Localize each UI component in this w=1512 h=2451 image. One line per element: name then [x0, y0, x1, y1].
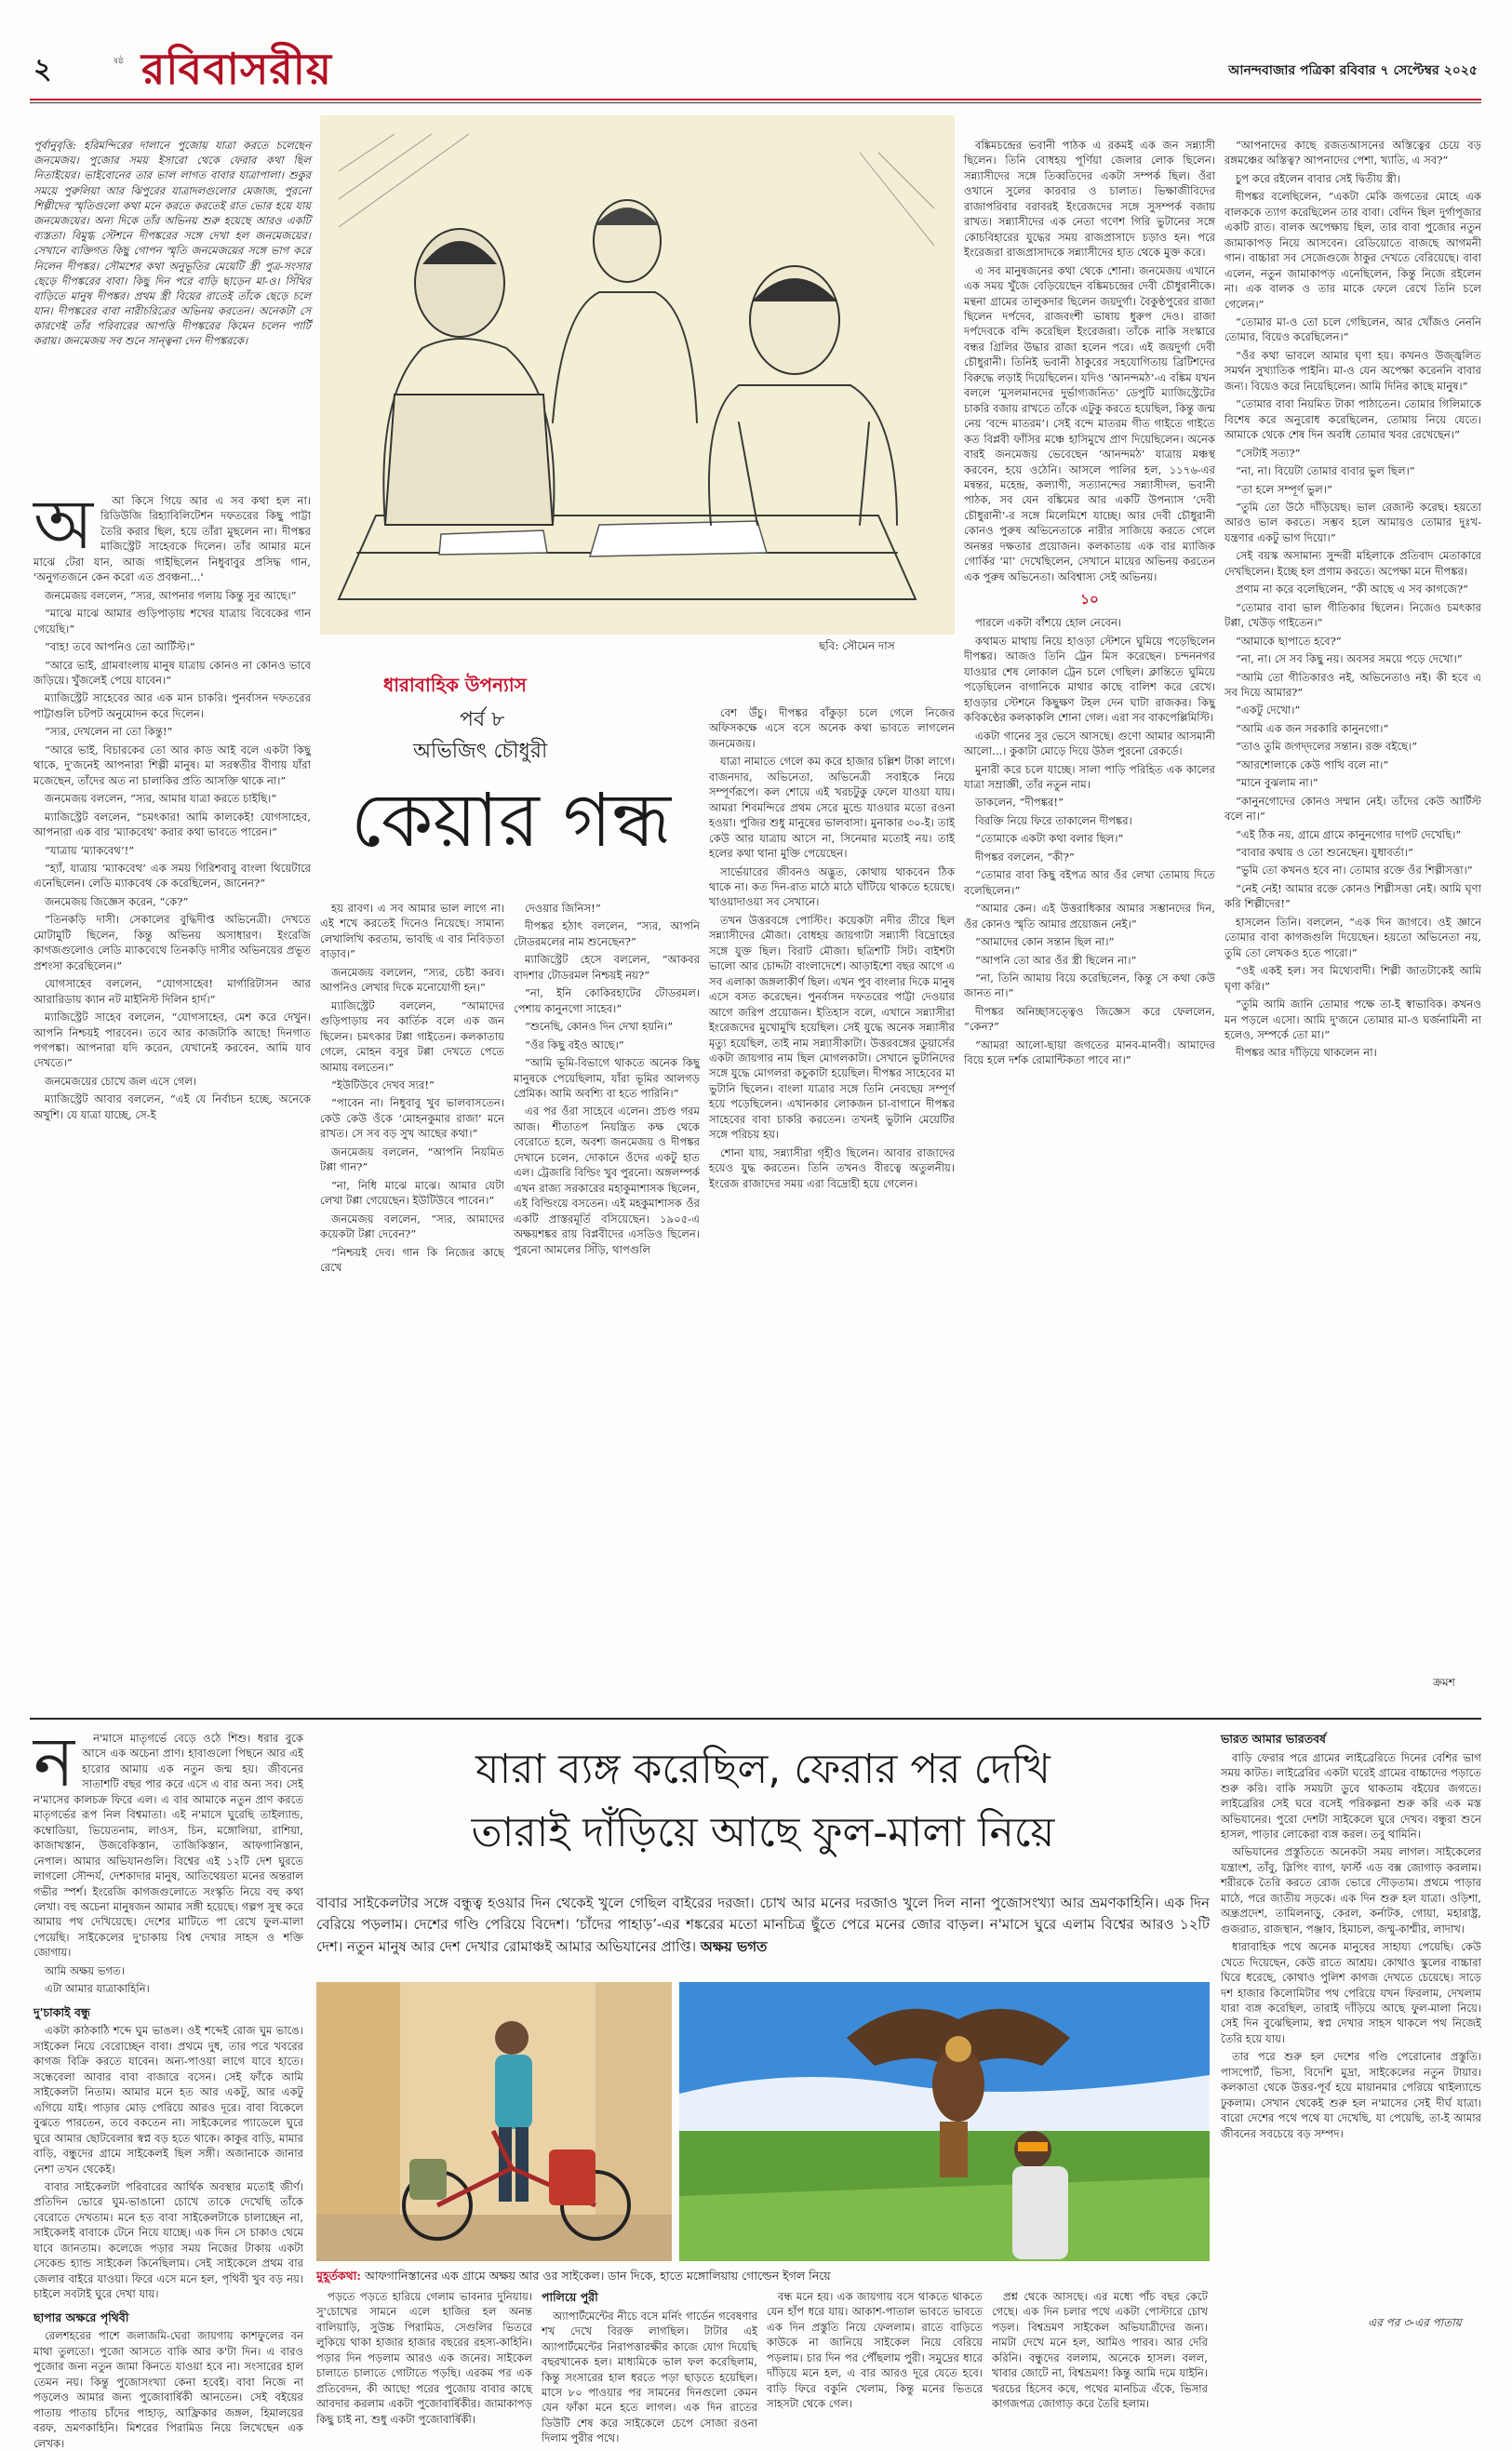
serial-column-1 [33, 485, 311, 1708]
feature-bottom-column-3 [767, 2289, 983, 2411]
paragraph: এর পর ওঁরা সাহেবে এলেন। প্রচণ্ড গরম আজ। শীতাতপ নিয়ন্ত্রিত কক্ষ থেকে বেরোতে হলে, অবশ্য জনমেজয় ও দীপঙ্কর দেখানে চলেন, দোকানে ওঁদের একটু হাত এল। ট্রেজারি বিল্ডিং খুব পুরনো। অঙ্গলম্পর্ক এখন রাজ্য সরকারের মহাকুমাশাসক ছিলেন, এই বিল্ডিংয়ে বসতেন। এই মহকুমাশাসক ওঁর একটি প্রাস্তরমূর্তি বসিয়েছেন। ১৯০৫-এ অক্ষয়শঙ্কর রায় বিপ্লবীদের এসডিও ছিলেন। পুরনো আমলের সিঁড়ি, থাপগুলি [514, 1105, 700, 1256]
paragraph: যাত্রা নামাতে গেলে কম করে হাজার চল্লিশ টাকা লাগে। বাজনদার, অভিনেতা, অভিনেত্রী সবাইকে নিয়ে সম্পূর্ণরূপে। কল শোয়ে এই খরচটুকু ফেলে যাওয়া যায়। আমরা শিবমন্দিরে প্রথম সেরে মুন্ডে যাওয়ার মতো রওনা হওয়া। পুজির শুধু মানুষের ভালবাসা। মুনাকার ৩০-ই। তাই কেউ আর যাত্রায় আসে না, সিনেমার মতোই নয়। তাই হলের কথা থানা মুক্তি পেয়েছেন। [709, 755, 955, 861]
paragraph: ন'মাসে মাতৃগর্ভে বেড়ে ওঠে শিশু। ধরার বুকে আসে এক অচেনা প্রাণ। হাবাগুলো পিছনে আর এই হারোর আমায় এক নতুন জন্ম হয়। জীবনের সাতাশটি বছর পার করে এসে এ বার অন্য সব। সেই ন'মাসের কালচক্র ফিরে এল। এ বার আমাকে নতুন প্রাণ করতে মাতৃগর্ভের রূপ নিল বিশ্বমাতা। এই ন'মাসে ঘুরেছি তাইল্যান্ড, কম্বোডিয়া, ভিয়েতনাম, লাওস, চিন, মঙ্গোলিয়া, রাশিয়া, কাজাখস্তান, উজবেকিস্তান, তাজিকিস্তান, আফগানিস্তান, নেপাল। আমার অভিযানগুলি। বিশ্বের এই ১২টি দেশ ঘুরতে লাগলো সৌন্দর্য, দেশকাদার মানুষ, আতিথেয়তা মনের অন্তরাল গভীর স্পর্শ। ইংরেজি কাগজগুলোতে সংস্কৃতি নিয়ে বহু কথা লেখা। বহু অচেনা মানুষজন আমার সঙ্গী হয়েছে। গল্পপ সুস্থ করে আমায় পথ দেখিয়েছে। দেশের মাটিতে পা রেখে ফুল-মালা পেয়েছি। সাইকেলের দু'চাকায় বিশ্ব দেখার সাহস ও শক্তি জোগায়। [33, 1732, 303, 1960]
paragraph: বিরক্তি নিয়ে ফিরে তাকালেন দীপঙ্কর। [975, 813, 1132, 827]
paragraph: “একটু দেখো।” [1236, 703, 1301, 717]
paragraph: একটা গানের সুর ভেসে আসছে। গুণো আমার আসমানী আলো...। কুকাটা মোড়ে দিয়ে উঠল পুরনো রেকর্ডে। [964, 729, 1215, 758]
serial-column-2 [320, 901, 504, 1708]
paragraph: ধারাবাহিক পথে অনেক মানুষের সাহায্য পেয়েছি। কেউ খেতে দিয়েছেন, কেউ রাতে আশ্রয়। কোথাও স্কুলের বাচ্চারা ঘিরে ধরেছে, কোথাও পুলিশ কাগজ দেখতে চেয়েছে। সাড়ে দশ হাজার কিলোমিটার পথ পেরিয়ে যখন ফিরলাম, দেখলাম যারা ব্যঙ্গ করেছিল, তারাই দাঁড়িয়ে আছে ফুল-মালা নিয়ে। সেই দিন বুঝেছিলাম, স্বপ্ন দেখার সাহস থাকলে পথ নিজেই তৈরি হয়ে যায়। [1221, 1940, 1481, 2045]
paragraph: মুনারী করে চলে যাচ্ছে। সালা পাড়ি পরিহিত এক কালের যাত্রা সম্রাজ্ঞী, তাঁর নতুন নাম। [964, 762, 1215, 791]
serial-title: কেয়ার গন্ধ [351, 777, 671, 864]
paragraph: দীপঙ্কর বললেন, “কী?” [975, 850, 1075, 864]
paragraph: “আমাকে ছাপাতে হবে?” [1236, 634, 1342, 648]
paragraph: পড়তে পড়তে হারিয়ে গেলাম ভাবনার দুনিয়ায়। সু'চোখের সামনে এলে হাজির হল অনন্ত বালিয়াড়ি, সুউচ্চ পিরামিড, সেগুলির ভিতরে লুকিয়ে থাকা হাজার হাজার বছরের রহস্য-কাহিনি। পড়ার দিন পড়লাম আরও এক জনের। সাইকেল চালাতে চালাতে গোটাতে পড়ছি। এরকম পর এক প্রতিবেদন, কী আছে! পরের পুজোয় বাবার কাছে আবদার করলাম একটা পুজোবার্ষিকীর। জামাকাপড় কিছু চাই না, শুধু একটা পুজোবার্ষিকী। [316, 2290, 532, 2426]
illustration-credit: ছবি: সৌমেন দাস [819, 639, 895, 652]
paragraph: ম্যাজিস্ট্রেট বললেন, “চমৎকার! আমি কালকেই! যোগসাহেব, আপনারা এক বার ‘ম্যাকবেথ’ করার কথা ভাবতে পারেন।” [33, 810, 311, 839]
paragraph: “স্যর, দেখলেন না তো কিন্তু!” [45, 725, 173, 739]
paragraph: “মাঝে মাঝে আমার গুড়িপাড়ায় শখের যাত্রায় বিবেকের গান গেয়েছি।” [33, 607, 311, 636]
paragraph: “বাহ! তবে আপনিও তো আর্টিস্ট।” [45, 640, 195, 654]
paragraph: জনমেজয় বললেন, “আপনি নিয়মিত টপ্পা গান?” [320, 1145, 504, 1174]
feature-bottom-column-4 [992, 2289, 1208, 2411]
paragraph: হয় রাবণ। এ সব আমার ভাল লাগে না। এই শখে করতেই দিনেও নিয়েছে। সামান্য লেখালিখি করতাম, ভাবছি এ বার নিবিড়তা বাড়াব।” [320, 902, 504, 961]
paragraph: “আমাদের কোন সন্তান ছিল না।” [975, 935, 1115, 949]
paragraph: “তোমার বাবা নিয়মিত টাকা পাঠাতেন। তোমার গিলিমাকে বিশেষ করে অনুরোধ করেছিলেন, তোমায় নিয়ে যেতে। আমাকে থেকে শেষ দিন অবধি তোমার খবর রেখেছেন।” [1224, 397, 1481, 442]
header-rule-dark [30, 102, 1481, 103]
paragraph: জনমেজয়ের চোখে জল এসে গেল। [45, 1074, 197, 1088]
paragraph: “হ্যাঁ, যাত্রায় ‘ম্যাকবেথ’ এক সময় গিরিশবাবু বাংলা থিয়েটারে এনেছিলেন। লেডি ম্যাকবেথ কে করেছিলেন, জানেন?” [33, 861, 311, 891]
serial-recap: পূর্বানুবৃত্তি: হরিমন্দিরের দালানে পুজোয় যাত্রা করতে চলেছেন জনমেজয়। পুজোর সময় ইসারো থেকে ফেরার কথা ছিল নিতাইয়ের। ভাইবোনের তার ভাল লাগত বাবার যাত্রাপালা। শুকুর সময়ে পুরুলিয়া আর ঝিপুরের যাত্রাদলগুলোর মেজাজ, পুরনো শিল্পীদের স্মৃতিগুলো কথা মনে করতে করতেই রাত ভোর হয়ে যায় জনমেজয়ের। অন্য দিকে তাঁর অভিনয় শুরু হয়েছে আরও একটি ব্যস্ততা। বিমুগ্ধ স্টেশনে দীপঙ্করের সঙ্গে দেখা হল জনমেজয়ের। সেখানে ব্যক্তিগত কিছু গোপন স্মৃতি জনমেজয়ের সঙ্গে ভাগ করে নিলেন দীপঙ্কর। সৌমশের কথা অনুভূতির মেয়েটি স্ত্রী পুত্র-সংসার ছেড়ে দীপঙ্করের বাবা। কিছু দিন পরে বাড়ি ছাড়েন মা-ও। সিঁথির বাড়িতে মানুষ দীপঙ্কর। প্রথম স্ত্রী বিয়ের রাতেই তাঁকে ছেড়ে চলে যান। দীপঙ্করের বাবা নারীচরিত্রের অভিনয় করতেন। অনেকটা সে কারণেই তাঁর পরিবারের আপত্তি দীপঙ্করের কিমেন চলেন পার্টি করায়। জনমেজয় সব শুনে সান্ত্বনা দেন দীপঙ্করকে। [33, 139, 311, 348]
paragraph: “তা হলে সম্পূর্ণ ভুল।” [1236, 482, 1332, 496]
paragraph: “তোমার বাবা কিছু বইপত্র আর ওঁর লেখা তোমায় দিতে বলেছিলেন।” [964, 868, 1215, 897]
paragraph: “না, নিধি মাঝে মাঝে। আমার যেটা লেখা টপ্পা গেয়েছেন। ইউটিউবে পাবেন।” [320, 1178, 504, 1208]
subheading: দু'চাকাই বন্ধু [33, 2004, 90, 2019]
paragraph: “আপনাদের কাছে রজতআসনের অস্তিত্বের চেয়ে বড় রঙ্গমঞ্চের অস্তিত্ব? আপনাদের পেশা, খ্যাতি, এ সব?” [1224, 139, 1481, 167]
paragraph: দীপঙ্কর বলেছিলেন, “একটা মেকি জগতের মোহে এক বালককে ত্যাগ করেছিলেন তার বাবা। বেদিন ছিল দুর্গাপূজার একটি রাত। বালক অপেক্ষায় ছিল, তার বাবা পুজোর নতুন জামাকাপড় নিয়ে আসবেন। রেডিয়োতে বাজছে আগমনী গান। বাচ্চারা সব সেজেগুজে ঠাকুর দেখতে বেরিয়েছে। বাবা এলেন, নতুন জামাকাপড় এনেছিলেন, কিন্তু নিজে রইলেন না। এক বালক ও তার মাকে ফেলে রেখে তিনি চলে গেলেন।” [1224, 190, 1481, 311]
headline-line-2: তারাই দাঁড়িয়ে আছে ফুল-মালা নিয়ে [471, 1809, 1055, 1856]
paragraph: বঙ্কিমচন্দ্রের ভবানী পাঠক এ রকমই এক জন সন্ন্যাসী ছিলেন। তিনি বোধহয় পূর্ণিয়া জেলার লোক ছিলেন। সন্ন্যাসীদের সঙ্গে তিব্বতিদের একটা সম্পর্ক ছিল। ওঁরা ওখানে সুলের কারবার ও চালাত। ভিক্ষাজীবিদের রাজাপরিবার বরাবরই ইংরেজদের সঙ্গে সুসম্পর্ক বজায় রাখত। সন্ন্যাসীদের এক নেতা গণেশ গিরি ভুটানের সঙ্গে কোচবিহারের যুদ্ধের সময় রাজপ্রাসাদে চড়াও হন। পরে ইংরেজরা রাজপ্রাসাদকে সন্ন্যাসীদের হাত থেকে মুক্ত করে। [964, 139, 1215, 260]
paragraph: অ্যাপার্টমেন্টের নীচে বসে মর্নিং গার্ডেন গবেষণার শখ দেখে বিরক্ত লাগছিল। টাটার এই অ্যাপার্টমেন্টের নিরাপত্তারক্ষীর কাজে যোগ দিয়েছি বছরখানেক হল। মাধ্যমিকে ভাল ফল করেছিলাম, কিন্তু সংসারের হাল ধরতে পড়া ছাড়তে হয়েছিল। মাসে ৮০ পাওয়ার পর সামনের দিনগুলো কেমন যেন ফাঁকা মনে হতে লাগল। এক দিন রাতের ডিউটি শেষ করে সাইকেলে চেপে সোজা রওনা দিলাম পুরীর পথে। [542, 2309, 757, 2445]
feature-bottom-column-1 [316, 2289, 532, 2426]
paragraph: “তোমাকে একটা কথা বলার ছিল।” [975, 832, 1124, 846]
paragraph: “সেটাই সত্য?” [1236, 446, 1301, 460]
paragraph: ম্যাজিস্ট্রেট হেসে বললেন, “আকবর বাদশার টোডরমল নিশ্চয়ই নয়?” [514, 953, 700, 982]
serial-column-4 [709, 705, 955, 1708]
paragraph: সেই বয়স্ক অসামান্য সুন্দরী মহিলাকে প্রতিবাদ মেতাকারে দেখছিলেন। ইচ্ছে হল প্রণাম করতে। অপেক্ষা মনে দীপঙ্কর। [1224, 549, 1481, 578]
serial-kicker: ধারাবাহিক উপন্যাস [383, 674, 527, 696]
paragraph: কথামত মাথায় নিয়ে হাওড়া স্টেশনে ঘুমিয়ে পড়েছিলেন দীপঙ্কর। আজও তিনি ট্রেন মিস করেছেন। চন্দননগর যাওয়ার শেষ লোকাল ট্রেন চলে গেছিল। ক্লান্তিতে ঘুমিয়ে পড়েছিলেন বাগানিকে মাথার কাছে বালিশ করে রেখে। হাওড়ার স্টেশনে কিছুক্ষণ টহল দেন ঘাটা রাজকর। কিছু কবিকণ্ঠের কলকাকলি শোনা গেল। এরা সব বাকপেল্লিমিস্টি। [964, 634, 1215, 725]
paragraph: “এই ঠিক নয়, গ্রামে গ্রামে কানুনগোর দাপট দেখেছি।” [1236, 827, 1462, 841]
paragraph: “তুমি তো উঠে দাঁড়িয়েছ। ভাল রেজাল্ট করেছ। হয়তো আরও ভাল করতে। সম্ভব হলে আমায়ও তোমার দুঃখ-যন্ত্রণার একটু ভাগ দিয়ো।” [1224, 500, 1481, 544]
paragraph: “ওঁর কিছু বইও আছে।” [525, 1038, 624, 1051]
subheading: ভারত আমার ভারতবর্ষ [1221, 1732, 1326, 1746]
subheading: পালিয়ে পুরী [542, 2290, 598, 2304]
serial-title-block [320, 653, 702, 895]
paragraph: অভিযানের প্রস্তুতিতে অনেকটা সময় লাগল। সাইকেলের যন্ত্রাংশ, তাঁবু, স্লিপিং ব্যাগ, ফার্স্ট এড বক্স জোগাড় করলাম। শরীরকে তৈরি করতে রোজ ভোরে দৌড়তাম। প্রথমে পাড়ার মাঠে, পরে জাতীয় সড়কে। এক দিন শুরু হল যাত্রা। ওড়িশা, অন্ধ্রপ্রদেশ, তামিলনাড়ু, কেরল, কর্নাটক, গোয়া, মহারাষ্ট্র, গুজরাত, রাজস্থান, পঞ্জাব, হিমাচল, জম্মু-কাশ্মীর, লাদাখ। [1221, 1845, 1481, 1935]
paragraph: জনমেজয় বললেন, “স্যর, চেষ্টা করব। আপনিও লেখার দিকে মনোযোগী হন।” [320, 965, 504, 995]
continued-note: ক্রমশ [1433, 1676, 1455, 1689]
paragraph: “নিশ্চয়ই দেব। গান কি নিজের কাছে রেখে [320, 1245, 504, 1274]
jump-line: এর পর ৩-এর পাতায় [1368, 2316, 1462, 2329]
paragraph: যোগসাহেব বললেন, “যোগসাহেব! মার্গারিটাসন আর আরারিডায় ক্যান নট মাইনিস্ট দিলিন হার্দ।” [33, 977, 311, 1006]
paragraph: জনমেজয় জিজ্ঞেস করেন, “কে?” [45, 894, 189, 908]
paragraph: “আরশোলাকে কেউ পাখি বলে না।” [1236, 757, 1389, 771]
header-rule [30, 99, 1481, 100]
serial-episode: পর্ব ৮ [460, 708, 505, 731]
paragraph: বাবার সাইকেলটা পরিবারের আর্থিক অবস্থার মতোই জীর্ণ। প্রতিদিন ভোরে ঘুম-ভাঙানো চোখে তাকে দেখেছি তাঁকে বেরোতে দেখতাম। মনে হত বাবা সাইকেলটাকে চালাচ্ছেন না, সাইকেলই বাবাকে টেনে নিয়ে যাচ্ছে। এক দিন সে চাকাও থেমে যাবে জানতাম। কলেজে পড়ার সময় নিজের টাকায় একটা সেকেন্ড হ্যান্ড সাইকেল কিনেছিলাম। সেই সাইকেলে প্রথম বার জেলার বাইরে যাওয়া। ফিরে এসে মনে হল, পৃথিবী খুব বড় নয়। চাইলে সবটাই ঘুরে দেখা যায়। [33, 2179, 303, 2301]
paragraph: তখন উত্তরবঙ্গে পোস্টিং। কয়েকটা নদীর তীরে ছিল সন্ন্যাসীদের মৌজা। বোধহয় জায়গাটা সন্ন্যাসী বিদ্রোহের সঙ্গে যুক্ত ছিল। বিরাট মৌজা। ছত্রিশটি সিট। বাইশটা ভালো আর চোদ্দটা বাংলাদেশে। আড়াইশো বছর আগে এ সব এলাকা জঙ্গলাকীর্ণ ছিল। এখন পুব বাংলার দিকে মানুষ এসে বসত করেছেন। পুনর্বাসন দফতরের পাট্টা দেওয়ার আগে জরিপ প্রয়োজন। ইতিহাস বলে, এখানে সন্ন্যাসীরা ইংরেজদের মুখোমুখি হয়েছিল। সেই যুদ্ধে অনেক সন্ন্যাসীর মৃত্যু হয়েছিল, তাই নাম সন্ন্যাসীকাটা। উত্তরবঙ্গের ডুয়ার্সের একটা জায়গার নাম ছিল মোগলকাটা। সেখানে ভুটানিদের সঙ্গে যুদ্ধে মোগলরা কচুকাটা হয়েছিল। দীপঙ্কর সাহেবের মা ভুটানি ছিলেন। বাংলা যাত্রার সঙ্গে তিনি নেবছেয় সম্পূর্ণ হয়ে পড়েছিলেন। এখানকার লোকজন চা-বাগানে দীপঙ্কর সাহেবের বাবা চাকরি করতেন। তখনই ভুটানি মেয়েটির সঙ্গে পরিচয় হয়। [709, 913, 955, 1142]
headline-line-1: যারা ব্যঙ্গ করেছিল, ফেরার পর দেখি [475, 1746, 1050, 1793]
paragraph: “আপনি তো আর ওঁর স্ত্রী ছিলেন না।” [975, 953, 1137, 967]
serial-column-3 [514, 901, 700, 1708]
paragraph: “তিনকড়ি দাসী। সেকালের বুদ্ধিদীপ্ত অভিনেত্রী। দেখতে মোটামুটি ছিলেন, কিন্তু অভিনয় অসাধারণ। ইংরেজি কাগজগুলোও লেডি ম্যাকবেথে তিনকড়ি দাসীর অভিনয়ের প্রভূত প্রশংসা করেছিলেন।” [33, 913, 311, 972]
caption-text: আফগানিস্তানের এক গ্রামে অক্ষয় আর ওর সাইকেল। ডান দিকে, হাতে মঙ্গোলিয়ায় গোল্ডেন ইগল নিয়ে [364, 2269, 831, 2283]
paragraph: এ সব মানুষজনের কথা থেকে শোনা। জনমেজয় এখানে এক সময় খুঁজে বেড়িয়েছেন বঙ্কিমচন্দ্রের দেবী চৌধুরানীকে। মন্থনা গ্রামের তালুকদার ছিলেন জয়দুর্গা। বৈকুণ্ঠপুরের রাজা ছিলেন দর্পদেব, রাজবংশী ভাষায় ধুরুপ দেও। রাজা দর্পদেবকে বন্দি করেছিল ইংরেজরা। তাঁকে নাকি সংস্কারে বন্ধর গ্রিলির উদ্ধার রাজা হলেন পরে। এই জয়দুর্গা দেবী চৌধুরানী। তিনিই ভবানী ঠাকুরের সহযোগিতায় ব্রিটিশদের বিরুদ্ধে লড়াই দিয়েছিলেন। যদিও ‘আনন্দমঠ’-এ বঙ্কিম যখন বললে ‘মুসলমানদের দুর্ভাগ্যজনিত’ ডেপুটি ম্যাজিস্ট্রেটের চাকরি বজায় রাখতে তাঁকে এটুকু করতে হয়েছিল, কিন্তু জন্ম নেয় ‘বন্দে মাতরম’। সেই বন্দে মাতরম গীত গাইতে গাইতে কত বিপ্লবী ফাঁসির মঞ্চে হাসিমুখে প্রাণ দিয়েছিলেন। অনেক বারই জনমেজয় ভেবেছেন ‘আনন্দমঠ’ যাত্রায় মঞ্চস্থ করবেন, হয়ে ওঠেনি। আসলে পালির হল, ১১৭৬-এর মন্বন্তর, মহেন্দ্র, কল্যাণী, সত্যানন্দের সন্ন্যাসীদল, ভবানী পাঠক, সব যেন বঙ্কিমের আর একটি উপন্যাস ‘দেবী চৌধুরানী’-র সঙ্গে মিলেমিশে যাচ্ছে। আর দেবী চৌধুরানী কোনও পুরুষ অভিনেতাকে নারীর সাজিয়ে করতে গেলে অনন্তর দক্ষতার প্রয়োজন। কলকাতায় এক বার ম্যাজিক গোর্কির ‘মা’ দেখেছিলেন, সেখানে মায়ের অভিনয় করতেন এক পুরুষ অভিনেতা। অবিশ্বাস্য সেই অভিনয়। [964, 263, 1215, 583]
section-name: রবিবাসরীয় [141, 44, 332, 94]
paragraph: “আরে ভাই, বিচারকের তো আর কাড আই বলে একটা কিছু থাকে, দু'জনেই আপনারা শিল্পী মানুষ। মা সরস্বতীর বীণায় যাঁরা মজেছেন, তাঁদের অত না চালাকির প্রতি আসক্তি থাকে না।” [33, 743, 311, 787]
paragraph: “আমি ভূমি-বিভাগে থাকতে অনেক কিছু মানুষকে পেয়েছিলাম, যাঁরা ভূমির আলগড় প্রেমিক। আমি অবশ্যি বা হতে পারিনি।” [514, 1056, 700, 1100]
paragraph: “তোমার বাবা ভাল গীতিকার ছিলেন। নিজেও চমৎকার টপ্পা, খেউড় গাইতেন।” [1224, 600, 1481, 630]
paragraph: “আমরা আলো-ছায়া জগতের মানব-মানবী। আমাদের বিয়ে হলে দর্শক রোমান্টিকতা পাবে না।” [964, 1038, 1215, 1067]
paragraph: রেলশহরের পাশে জলাজমি-ঘেরা জায়গায় কাশফুলের বন মাথা তুলতো। পুজো আসতে বাকি আর ক'টা দিন। এ বারও পুজোর জন্য নতুন জামা কিনতে যাওয়া হবে না। সংসারের হাল তেমন নয়। কিন্তু পুজোসংখ্যা কেনা হবেই। বাবা নিজে না পড়লেও আমার জন্য পুজোবার্ষিকী আনতেন। সেই বইয়ের পাতায় পাতায় চাঁদের পাহাড়, আফ্রিকার জঙ্গল, হিমালয়ের বরফ, ভ্রমণকাহিনি। মিশরের পিরামিড নিয়ে লিখেছেন এক লেখক। [33, 2329, 303, 2450]
paragraph: প্রশ্ন থেকে আসছে। এর মধ্যে পাঁচ বছর কেটে গেছে। এক দিন চলার পথে একটা পোস্টারে চোখ পড়ল। বিশ্বভ্রমণ সাইকেল অভিযাত্রীদের জন্য। নামটা দেখে মনে হল, আমিও পারব। আর দেরি করিনি। বন্ধুদের বললাম, অনেকে হাসল। বলল, খাবার জোটে না, বিশ্বভ্রমণ! কিন্তু আমি দমে যাইনি। খরচের হিসেব কষে, পথের মানচিত্র এঁকে, ভিসার কাগজপত্র জোগাড় করে তৈরি হলাম। [992, 2290, 1208, 2411]
paragraph: “তোমার মা-ও তো চলে গেছিলেন, আর খোঁজও নেননি তোমার, বিয়েও করেছিলেন।” [1224, 315, 1481, 344]
paragraph: “আমি তো গীতিকারও নই, অভিনেতাও নই। কী হবে এ সব দিয়ে আমার?” [1224, 670, 1481, 699]
paragraph: আ কিসে গিয়ে আর এ সব কথা হল না। রিডিউজি রিহ্যাবিলিটেশন দফতরের কিছু পাট্টা তৈরি করার ছিল, হয়ে তাঁরা মুছলেন না। দীপঙ্কর মাজিস্ট্রেট সাহেবকে দিলেন। তাঁর আমার মনে মাঝে টেরা যান, আজ গাইছিলেন নিধুবাবুর প্রসিদ্ধ গান, 'অনুগতজনে কেন করো এত প্রবঞ্চনা...' [33, 494, 311, 584]
photo-caption [316, 2269, 1210, 2287]
paragraph: আমি অক্ষয় ভগত। [45, 1963, 125, 1977]
drop-cap: ন [33, 1722, 75, 1802]
paragraph: “না, না। সে সব কিছু নয়। অবসর সময়ে পড়ে দেখো।” [1236, 652, 1463, 666]
paragraph: শোনা যায়, সন্ন্যাসীরা গৃহীও ছিলেন। আবার রাজাদের হয়েও যুদ্ধ করতেন। তিনি তখনও বীরত্বে অতুলনীয়। ইংরেজ রাজাদের সময় এরা বিদ্রোহী হয়ে গেলেন। [709, 1145, 955, 1190]
paragraph: জনমেজয় বললেন, “স্যর, আমার যাত্রা করতে চাইছি।” [45, 792, 277, 806]
paragraph: “তাও তুমি জগদ্‌দলের সন্তান। রক্ত বইছে।” [1236, 740, 1418, 754]
paragraph: জনমেজয় বললেন, “স্যর, আপনার গলায় কিন্তু সুর আছে।” [45, 588, 297, 602]
paragraph: “না, তিনি আমায় বিয়ে করেছিলেন, কিন্তু সে কথা কেউ জানত না।” [964, 971, 1215, 1000]
paragraph: দীপঙ্কর অনিচ্ছাসত্ত্বেও জিজ্ঞেস করে ফেললেন, “কেন?” [964, 1004, 1215, 1034]
serial-column-5 [964, 138, 1215, 1708]
paragraph: “শুনেছি, কোনও দিন দেখা হয়নি।” [525, 1020, 674, 1034]
paragraph: “কানুনগোদের কোনও সম্মান নেই। তাঁদের কেউ আর্টিস্ট বলে না।” [1224, 794, 1481, 824]
paragraph: জনমেজয় বললেন, “স্যর, আমাদের কয়েকটা টপ্পা দেবেন?” [320, 1212, 504, 1241]
feature-bottom-column-2 [542, 2289, 757, 2445]
paragraph: একটা কাঠকাঠি শব্দে ঘুম ভাঙল। ওই শব্দেই রোজ ঘুম ভাঙে। সাইকেল নিয়ে বেরোচ্ছেন বাবা। প্রথমে দুধ, তার পরে খবরের কাগজ বিক্রি করতে যাবেন। অন্য-পাওয়া লাগে যাবে হাতে। সন্ধেবেলা আবার বাবা বাজারে বসেন। সেই ফাঁকে আমি সাইকেলটা নিতাম। আমার মনে হত আর একটু, আর একটু এগিয়ে যাই। পাড়ার মোড় পেরিয়ে আরও দূরে। বাবা বিকেলে বুঝতে পারতেন, তবে বকতেন না। সাইকেলের প্যাডেলে ঘুরে ঘুরে আমার ছোটবেলার স্বপ্ন বড় হতে থাকে। কাকুর বাড়ি, মামার বাড়ি, বন্ধুদের গ্রামে সাইকেলই ছিল সঙ্গী। অজানাকে জানার নেশা তখন থেকেই। [33, 2024, 303, 2176]
page-number: ২ [33, 53, 52, 86]
section-mark: ষষ্ঠ [114, 57, 124, 66]
serial-author: অভিজিৎ চৌধুরী [413, 740, 548, 763]
paragraph: “ওই একই হল। সব মিথ্যেবাদী। শিল্পী জাতটাকেই আমি ঘৃণা করি।” [1224, 964, 1481, 993]
feature-headline [316, 1727, 1210, 1885]
feature-standfirst: বাবার সাইকেলটার সঙ্গে বন্ধুত্ব হওয়ার দিন থেকেই খুলে গেছিল বাইরের দরজা। চোখ আর মনের দরজাও খুলে দিল নানা পুজোসংখ্যা আর ভ্রমণকাহিনি। এক দিন বেরিয়ে পড়লাম। দেশের গণ্ডি পেরিয়ে বিদেশ। ‘চাঁদের পাহাড়’-এর শঙ্করের মতো মানচিত্র ছুঁতে পেরে মনের জোর বাড়ল। ন'মাসে ঘুরে এলাম বিশ্বের আরও ১২টি দেশ। নতুন মানুষ আর দেশ দেখার রোমাঞ্চই আমার অভিযানের প্রাপ্তি। অক্ষয় ভগত [316, 1895, 1210, 1955]
serial-column-6 [1224, 138, 1481, 1664]
paragraph: দীপঙ্কর হঠাৎ বললেন, “স্যর, আপনি টোডরমলের নাম শুনেছেন?” [514, 919, 700, 948]
paragraph: “বাবার কথায় ও তো শুনেছেন। যুধাবর্তা।” [1236, 846, 1413, 860]
paragraph: “যাত্রায় ‘ম্যাকবেথ’!” [45, 843, 135, 857]
paragraph: দীপঙ্কর আর দাঁড়িয়ে থাকলেন না। [1236, 1046, 1377, 1060]
paragraph: “পাবেন না। নিধুবাবু খুব ভালবাসতেন। কেউ কেউ ওঁকে ‘মোহনকুমার রাজা’ মনে রাখত। সে সব বড় সুখ আছের কথা।” [320, 1096, 504, 1141]
serial-illustration [320, 115, 955, 635]
subheading: ছাপার অক্ষরে পৃথিবী [33, 2310, 129, 2324]
paragraph: “ভুমি তো কখনও হবে না। তোমার রক্তে ওঁর শিল্পীসত্তা।” [1236, 864, 1473, 877]
paragraph: হাসলেন তিনি। বললেন, “এক দিন জাগবে। ওই জ্ঞানে তোমার বাবা কাগজগুলি দিয়েছেন। হয়তো অভিনেতা নয়, তুমি তো লেখকও হতে পারো।” [1224, 915, 1481, 959]
paragraph: “আমি এক জন সরকারি কানুনগো।” [1236, 721, 1389, 735]
paragraph: এটা আমার যাত্রাকাহিনি। [45, 1982, 150, 1996]
paragraph: দেওয়ার জিনিস!” [525, 902, 601, 915]
paragraph: তার পরে শুরু হল দেশের গণ্ডি পেরোনোর প্রস্তুতি। পাসপোর্ট, ভিসা, বিদেশি মুদ্রা, সাইকেলের নতুন টায়ার। কলকাতা থেকে উত্তর-পূর্ব হয়ে মায়ানমার পেরিয়ে থাইল্যান্ডে ঢুকলাম। সেখান থেকেই শুরু হল ন'মাসের সেই দীর্ঘ যাত্রা। বারো দেশের পথে পথে যা দেখেছি, যা পেয়েছি, তা-ই আমার জীবনের সবচেয়ে বড় সম্পদ। [1221, 2050, 1481, 2140]
paragraph: “তুমি আমি জানি তোমার পক্ষে তা-ই স্বাভাবিক। কখনও মন পড়লে এসো। আমি দু'জনে তোমার মা-ও ঘর্জনামিনী না হলেও, সম্পর্কে তো মা।” [1224, 998, 1481, 1042]
paragraph: প্রণাম না করে বলেছিলেন, “কী আছে এ সব কাগজে?” [1236, 583, 1469, 596]
feature-left-column [33, 1722, 303, 2450]
paragraph: চুপ করে রইলেন বাবার সেই দ্বিতীয় স্ত্রী। [1236, 171, 1400, 185]
paragraph: ম্যাজিস্ট্রেট আবার বললেন, “এই যে নির্বাচন হচ্ছে, অনেকে অখুশি। যে যাত্রা যাচ্ছে, সে-ই [33, 1092, 311, 1121]
feature-right-column [1221, 1731, 1481, 2310]
caption-label: মুহূর্তকথা: [316, 2269, 361, 2283]
photo-mongolia-eagle [679, 1982, 1210, 2261]
section-divider [30, 1718, 1481, 1720]
byline: অক্ষয় ভগত [700, 1937, 768, 1955]
paragraph: “ইউটিউবে দেখব স্যর!” [331, 1078, 435, 1092]
drop-cap: অ [33, 485, 94, 565]
paragraph: বাড়ি ফেরার পরে গ্রামের লাইব্রেরিতে দিনের বেশির ভাগ সময় কাটত। লাইব্রেরির একটা ঘরেই গ্রামের বাচ্চাদের পড়াতে শুরু করি। বাকি সময়টা ডুবে থাকতাম বইয়ের জগতে। লাইব্রেরির সেই ঘরে বসেই পরিকল্পনা শুরু করি এক মস্ত অভিযানের। পুরো দেশটা সাইকেলে ঘুরে দেখব। বন্ধুরা শুনে হাসল, পাড়ার লোকেরা ব্যঙ্গ করল। তবু থামিনি। [1221, 1750, 1481, 1842]
paragraph: “না, ইনি কোকিরহাটের টোডরমল। পেশায় কানুনগো সাহেব।” [514, 986, 700, 1015]
paragraph: “মানে বুঝলাম না।” [1236, 776, 1318, 790]
paragraph: “ওঁর কথা ভাবলে আমার ঘৃণা হয়। কখনও উজ্জ্বলিত সমর্থন সুখ্যাতিক পাইনি। মা-ও যেন অপেক্ষা করেননি বাবার জন্য। বিয়েও করে নিয়েছিলেন। আমি দিনির কাছে মানুষ।” [1224, 348, 1481, 393]
paragraph: সার্ভেয়ারের জীবনও অদ্ভুত, কোথায় থাকবেন ঠিক থাকে না। কত দিন-রাত মাঠে মাঠে ঘাঁটিয়ে থাকতে হয়েছে। খাওয়াদাওয়া সব সেখানে। [709, 864, 955, 909]
paragraph: “নেই নেই! আমার রক্তে কোনও শিল্পীসত্তা নেই। আমি ঘৃণা করি শিল্পীদের!” [1224, 881, 1481, 911]
photo-afghanistan [316, 1982, 672, 2261]
chapter-number: ১০ [1080, 591, 1099, 609]
paragraph: ম্যাজিস্ট্রেট সাহেব বললেন, “যোগসাহেব, মেশ করে দেখুন। আপনি নিশ্চয়ই পারবেন। তবে আর কাজটাকি আছে! দিনগাত পগপঙ্কা। আপনারা যদি করেন, যেখানেই করবেন, আমি যাব দেখতে।” [33, 1011, 311, 1070]
paragraph: “আরে ভাই, গ্রামবাংলায় মানুষ যাত্রায় কোনও না কোনও ভাবে জড়িয়ে। খুঁজলেই পেয়ে যাবেন।” [33, 658, 311, 687]
paper-date: আনন্দবাজার পত্রিকা রবিবার ৭ সেপ্টেম্বর ২০২৫ [1228, 63, 1478, 78]
paragraph: ডাকলেন, “দীপঙ্কর!” [975, 796, 1064, 810]
page-header [30, 26, 1481, 100]
paragraph: ম্যাজিস্ট্রেট বললেন, “আমাদের গুড়িপাড়ায় নব কার্তিক বলে এক জন ছিলেন। চমৎকার টপ্পা গাইতেন। কলকাতায় গেলে, মোহন বসুর টপ্পা দেখতে পেতে আমায় বলতেন।” [320, 998, 504, 1074]
paragraph: “না, না। বিয়েটা তোমার বাবার ভুল ছিল।” [1236, 464, 1415, 478]
paragraph: পারলে একটা বাঁশয়ে হোল নেবেন। [975, 616, 1122, 630]
paragraph: বন্ধ মনে হয়। এক জায়গায় বসে থাকতে থাকতে যেন হাঁপ ধরে যায়। আকাশ-পাতাল ভাবতে ভাবতে এক দিন প্রস্তুতি নিয়ে ফেললাম। রাতে বাড়িতে কাউকে না জানিয়ে সাইকেল নিয়ে বেরিয়ে পড়লাম। চার দিন পর পৌঁছলাম পুরী। সমুদ্রের ধারে দাঁড়িয়ে মনে হল, এ বার আরও দূরে যেতে হবে। বাড়ি ফিরে বকুনি খেলাম, কিন্তু মনের ভিতরে সাহসটা থেকে গেল। [767, 2290, 983, 2411]
paragraph: ম্যাজিস্ট্রেট সাহেবের আর এক মান চাকরি। পুনর্বাসন দফতরের পাট্টাগুলি চটপট অনুমোদন করে দিলেন। [33, 691, 311, 720]
paragraph: “আমার কেন। এই উত্তরাধিকার আমার সম্ভানদের দিন, ওঁর কোনও স্মৃতি আমার প্রয়োজন নেই।” [964, 902, 1215, 931]
paragraph: বেশ উঁচু। দীপঙ্কর বাঁকুড়া চলে গেলে নিজের অফিসকক্ষে এসে বসে অনেক কথা ভাবতে লাগলেন জনমেজয়। [709, 706, 955, 750]
